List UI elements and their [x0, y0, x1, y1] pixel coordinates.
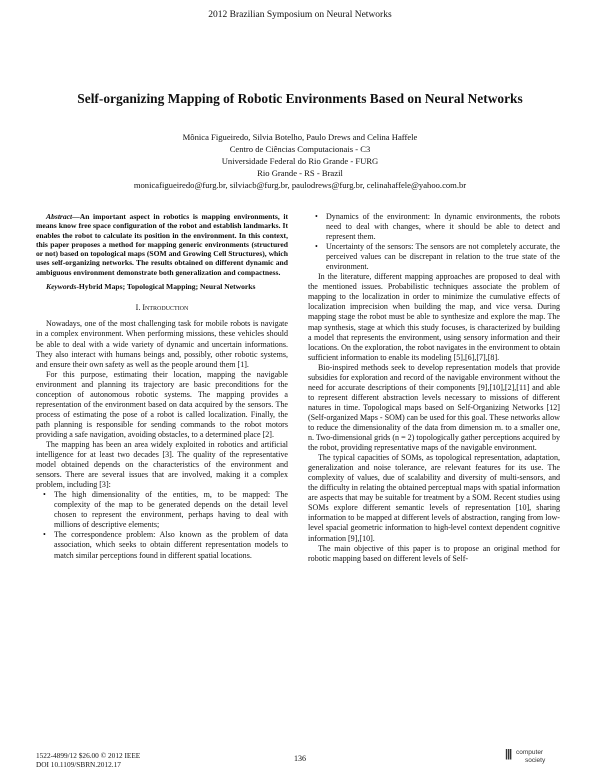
author-names: Mônica Figueiredo, Silvia Botelho, Paulo Drews and Celina Haffele — [182, 132, 418, 142]
footer-doi: DOI 10.1109/SBRN.2012.17 — [36, 760, 121, 769]
bullet-icon: • — [315, 242, 318, 252]
intro-paragraph-7: The main objective of this paper is to propose an original method for robotic mapping based on different levels of Self- — [308, 543, 560, 563]
logo-text-line2: society — [525, 757, 546, 764]
list-item: • The correspondence problem: Also known as the problem of data association, which seeks to obtain different representation models to match similar perceptions found in different spatial locations. — [43, 530, 288, 560]
list-item: • The high dimensionality of the entities, m, to be mapped: The complexity of the map to be generated depends on the detail level chosen to represent the environment, perhaps having to deal with millions of descriptive elements; — [43, 490, 288, 530]
conference-header: 2012 Brazilian Symposium on Neural Networks — [208, 10, 392, 20]
section-heading-introduction: I. Introduction — [135, 303, 189, 313]
list-item: • Dynamics of the environment: In dynamic environments, the robots need to deal with changes, where it should be able to detect and represent them. — [315, 212, 560, 242]
affiliation-university: Universidade Federal do Rio Grande - FURG — [221, 156, 379, 166]
bullet-icon: • — [43, 530, 46, 540]
issue-list-right — [308, 212, 560, 272]
left-column — [36, 212, 288, 561]
intro-paragraph-3: The mapping has been an area widely exploited in robotics and artificial intelligence for at least two decades [3]. The quality of the representative model obtained depends on the characteristics of the environment and sensors. There are several issues that are involved, making it a complex problem, including [3]: — [36, 439, 288, 490]
abstract — [36, 212, 288, 277]
intro-paragraph-6: The typical capacities of SOMs, as topological representation, adaptation, generalization and noise tolerance, are relevant features for its use. The complexity of values, due of scalability and diversity of multi-sensors, and the difficulty in relating the obtained perceptual maps with spatial information are aspects that may be suitable for treatment by a SOM. Recent studies using SOMs explore different semantic levels of representation [10], sharing information to be mapped at different levels of abstraction, ranging from low-level spacial geometric information to high-level context dependent cognitive information [9],[10]. — [308, 453, 560, 543]
keywords-text: -Hybrid Maps; Topological Mapping; Neural Networks — [76, 282, 256, 292]
intro-paragraph-2: For this purpose, estimating their location, mapping the navigable environment and planning its trajectory are basic preconditions for the conception of autonomous robotic systems. The mapping provides a representation of the environment based on data acquired by the sensors. The process of estimating the pose of a robot is called localization. Finally, the path planning is responsible for sending commands to the robot motors providing a safe navigation, avoiding obstacles, to a determined place [2]. — [36, 369, 288, 439]
page-number: 136 — [294, 754, 306, 763]
abstract-text: —An important aspect in robotics is mapping environments, it means know free space configuration of the robot and establish landmarks. It enables the robot to calculate its position in the environment. In this context, this paper proposes a method for mapping generic environments (structured or not) based on topological maps (SOM and Growing Cell Structures), which uses self-organizing networks. The results obtained on different dynamic and ambiguous environment demonstrate both generalization and compactness. — [36, 212, 288, 277]
logo-text-line1: computer — [516, 749, 544, 756]
abstract-label: Abstract — [46, 212, 73, 221]
affiliation-center: Centro de Ciências Computacionais - C3 — [229, 144, 371, 154]
author-emails: monicafigueiredo@furg.br, silviacb@furg.br, paulodrews@furg.br, celinahaffele@yahoo.com.br — [133, 180, 467, 190]
footer-issn: 1522-4899/12 $26.00 © 2012 IEEE — [36, 751, 141, 760]
keywords — [36, 282, 288, 291]
issue-list-left — [36, 490, 288, 560]
computer-society-logo — [505, 746, 565, 768]
right-column — [308, 212, 560, 564]
intro-paragraph-4: In the literature, different mapping approaches are proposed to deal with the mentioned issues. Probabilistic techniques associate the problem of mapping to the localization in order to minimize the cumulative effects of localization imprecision when building the map, and vice versa. During mapping stage the robot must be able to synthesize and explore the map. The map synthesis, stage at which this study focuses, is characterized by building a model that represents the environment, using sensory information and their locations. On the exploration, the robot navigates in the environment to obtain sufficient information to enable its modeling [5],[6],[7],[8]. — [308, 272, 560, 362]
intro-paragraph-5: Bio-inspired methods seek to develop representation models that provide subsidies for exploration and record of the navigable environment without the need for accurate descriptions of their components [9],[10],[2],[11] and able to represent different abstraction levels necessary to missions of different natures in time. Topological maps based on Self-Organizing Networks [12] (Self-organized Maps - SOM) can be used for this goal. These networks allow to reduce the dimensionality of the data from dimension m. to a smaller one, n. Two-dimensional grids (n = 2) topologically gather perceptions acquired by the robot, providing representative maps of the navigable environment. — [308, 362, 560, 453]
bullet-icon: • — [315, 212, 318, 221]
keywords-label: Keywords — [46, 282, 77, 292]
affiliation-location: Rio Grande - RS - Brazil — [257, 168, 343, 178]
paper-title: Self-organizing Mapping of Robotic Environments Based on Neural Networks — [77, 91, 523, 106]
logo-mark-icon: ||| — [505, 748, 512, 760]
bullet-icon: • — [43, 490, 46, 500]
list-item: • Uncertainty of the sensors: The sensors are not completely accurate, the perceived values can be discrepant in relation to the true state of the environment. — [315, 242, 560, 272]
intro-paragraph-1: Nowadays, one of the most challenging task for mobile robots is navigate in a complex environment. When performing missions, these vehicles should be able to deal with a wide variety of dynamic and uncertain informations. They also interact with humans beings and, possibly, other robotic systems, and ensure their own safety as well as the people around them [1]. — [36, 319, 288, 369]
